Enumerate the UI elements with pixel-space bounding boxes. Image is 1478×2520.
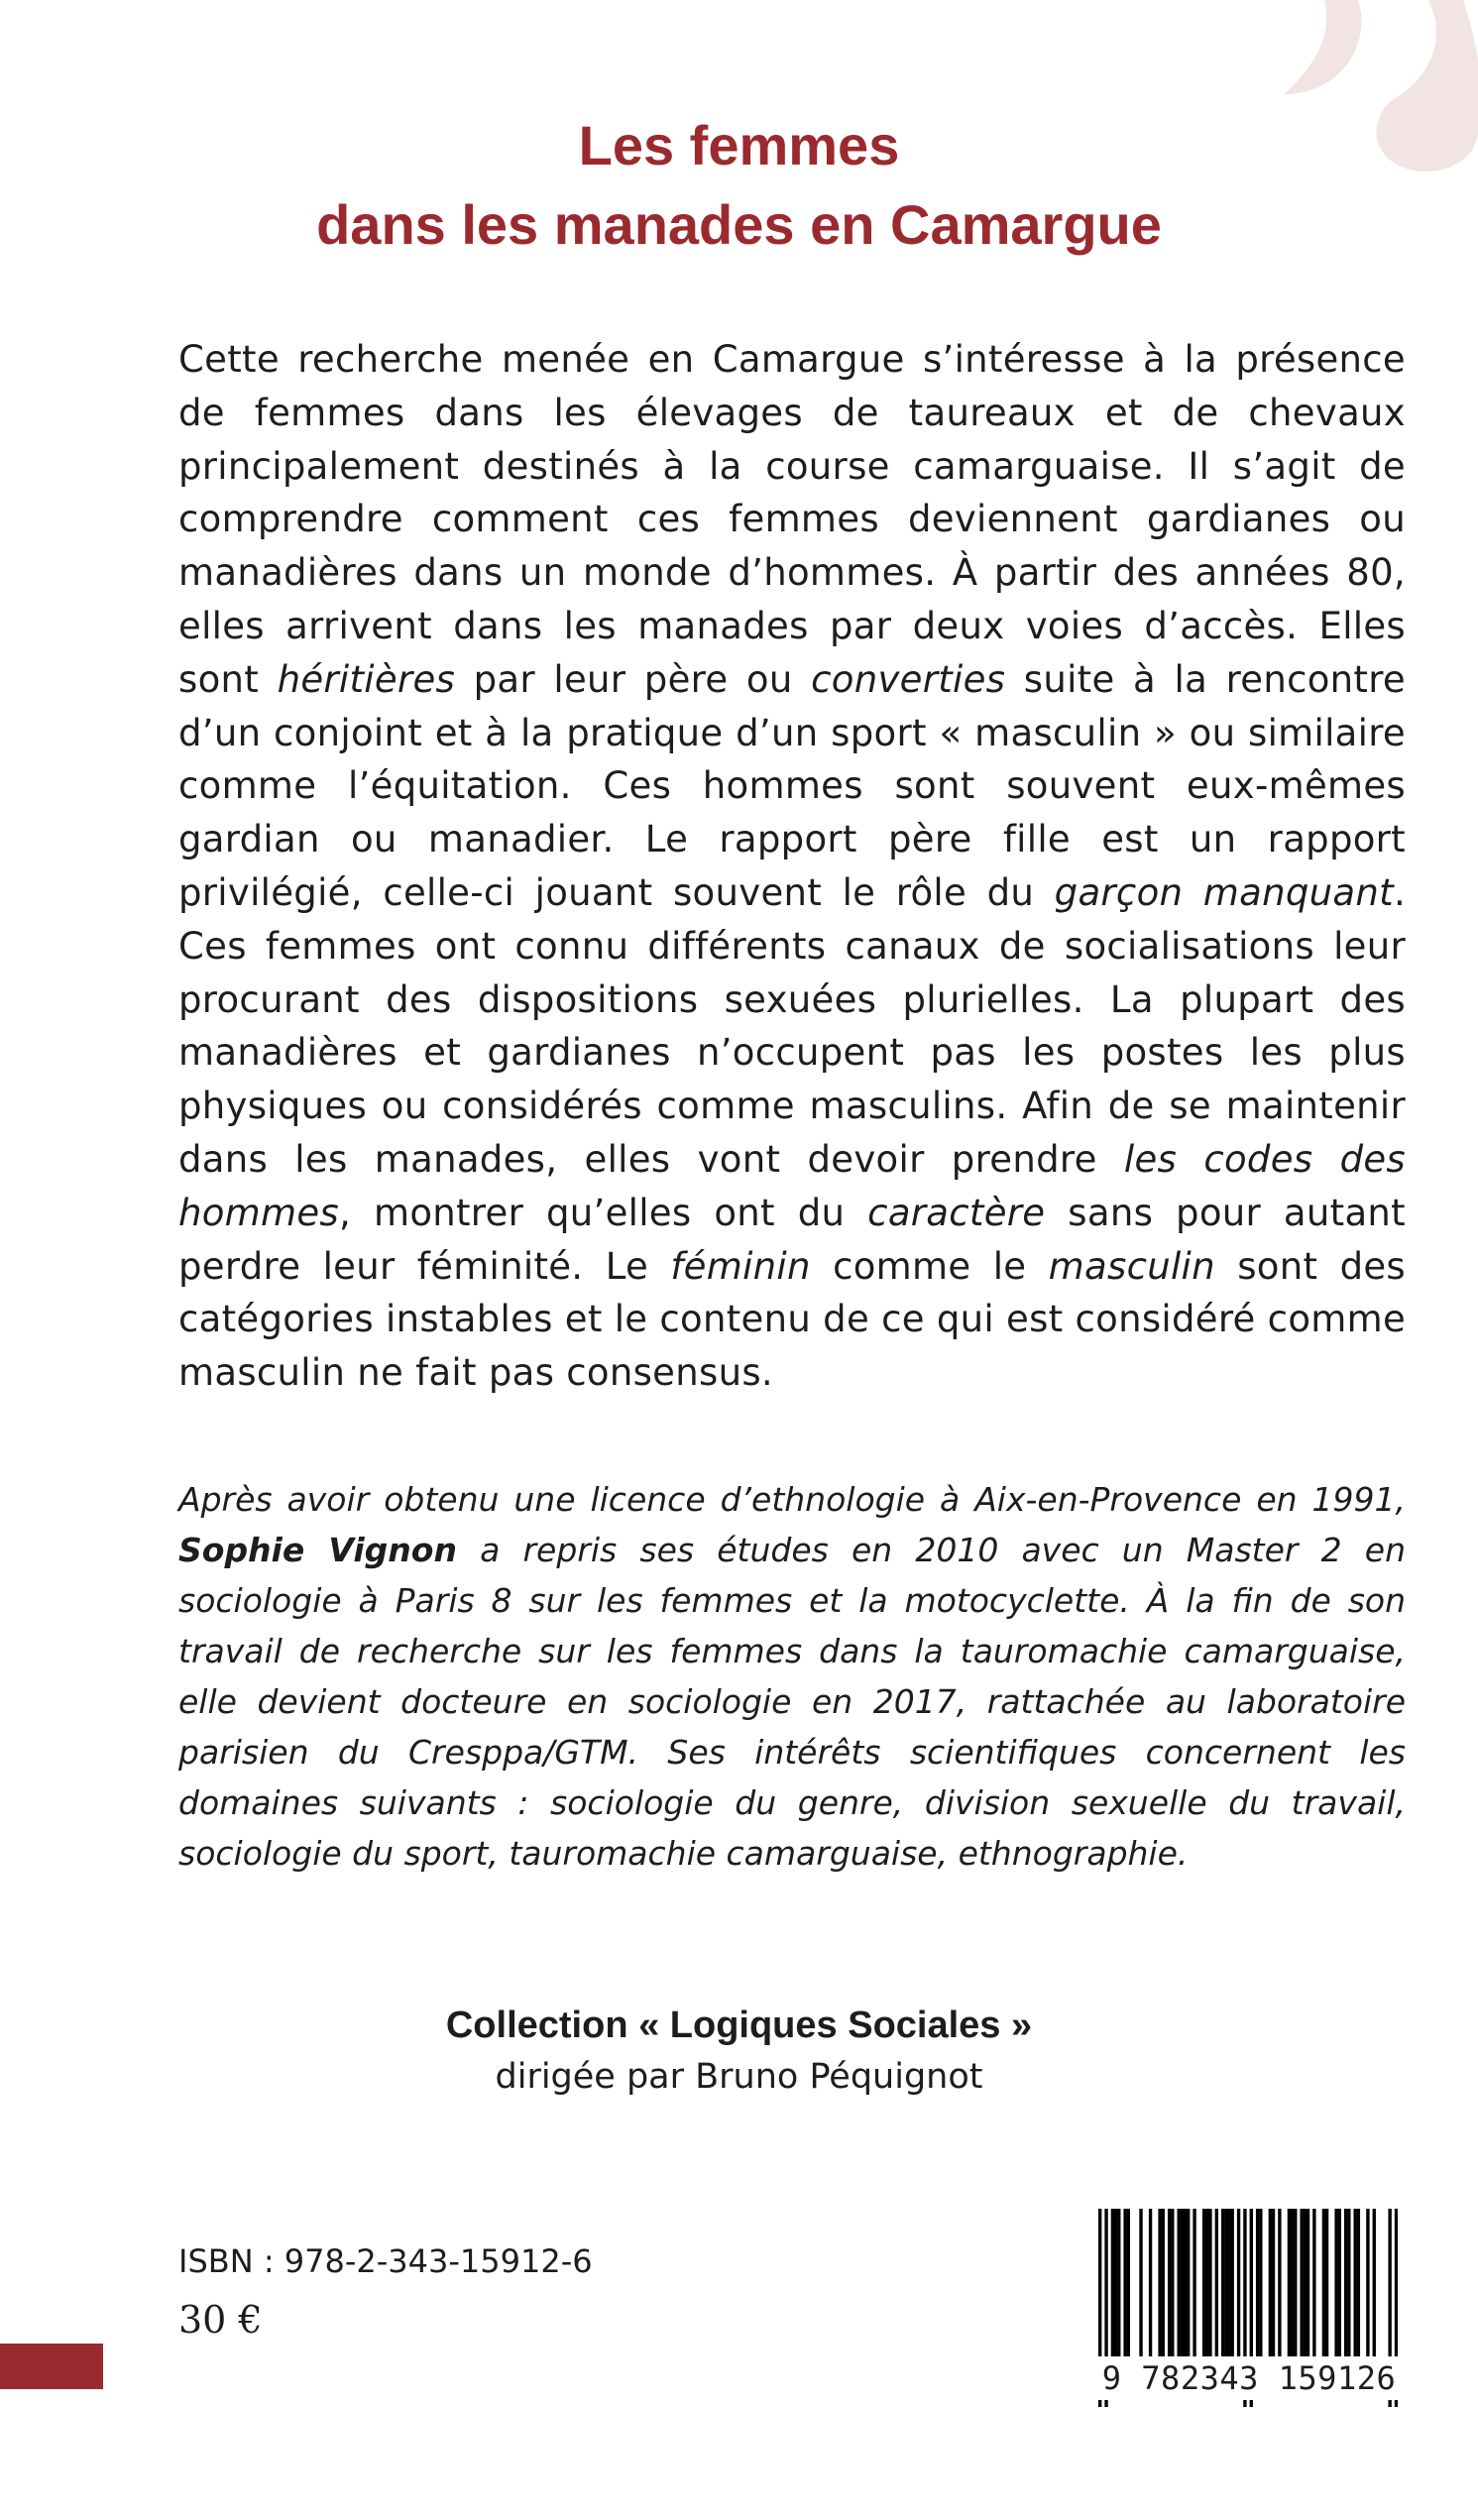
bio-text-after: a repris ses études en 2010 avec un Master 2 en sociologie à Paris 8 sur les femmes et la motocyclette. À la fin de son travail de recherche sur les femmes dans la tauromachie camarguaise, elle devient docteure en sociologie en 2017, rattachée au laboratoire parisien du Cresppa/GTM. Ses intérêts scientifiques concernent les domaines suivants : sociologie du genre, division sexuelle du travail, sociologie du sport, tauromachie camarguaise, ethnographie. (178, 1531, 1406, 1873)
barcode-bar (1347, 2209, 1350, 2365)
barcode-number: 9 782343 159126 (1080, 2356, 1418, 2400)
summary-paragraph (178, 333, 1406, 1400)
barcode-bar (1139, 2209, 1142, 2365)
barcode-bar (1334, 2209, 1337, 2365)
barcode-bar (1294, 2209, 1297, 2365)
barcode-bar (1272, 2209, 1275, 2365)
barcode-bar (1338, 2209, 1341, 2365)
book-title (0, 106, 1478, 265)
barcode-bar (1149, 2209, 1152, 2365)
summary-run: par leur père ou (455, 657, 812, 701)
barcode-bar (1291, 2209, 1294, 2365)
barcode-bar (1231, 2209, 1234, 2365)
barcode-bar (1227, 2209, 1230, 2365)
price: 30 € (178, 2298, 263, 2342)
summary-run: Cette recherche menée en Camargue s’intéresse à la présence de femmes dans les élevages de taureaux et de chevaux principalement destinés à la course camarguaise. Il s’agit de comprendre comment ces femmes deviennent gardianes ou manadières dans un monde d’hommes. À partir des années 80, elles arrivent dans les manades par deux voies d’accès. Elles sont (178, 338, 1406, 701)
barcode-bar (1322, 2209, 1325, 2365)
summary-emphasis: converties (811, 657, 1006, 701)
barcode-bar (1373, 2209, 1376, 2365)
summary-text (178, 333, 1406, 1400)
isbn: ISBN : 978-2-343-15912-6 (178, 2242, 593, 2280)
barcode-bar (1162, 2209, 1165, 2365)
barcode-bar (1177, 2209, 1180, 2365)
barcode-bar (1256, 2209, 1259, 2365)
barcode-bar (1114, 2209, 1117, 2365)
collection-name: Collection « Logiques Sociales » (445, 2005, 1033, 2046)
barcode-bar (1288, 2209, 1291, 2365)
summary-run: , montrer qu’elles ont du (339, 1191, 868, 1234)
barcode-bar (1259, 2209, 1262, 2365)
barcode-bar (1366, 2209, 1369, 2365)
barcode-bar (1344, 2209, 1347, 2365)
barcode-bar (1181, 2209, 1184, 2365)
barcode-bar (1224, 2209, 1227, 2365)
summary-emphasis: féminin (670, 1244, 811, 1288)
summary-run: suite à la rencontre d’un conjoint et à la pratique d’un sport « masculin » ou similaire comme l’équitation. Ces hommes sont souvent eux-mêmes gardian ou manadier. Le rapport père fille est un rapport privilégié, celle-ci jouant souvent le rôle du (178, 657, 1406, 914)
summary-emphasis: garçon manquant (1054, 870, 1394, 914)
collection-director: dirigée par Bruno Péquignot (495, 2057, 983, 2097)
barcode-bar (1307, 2209, 1309, 2365)
summary-run: comme le (810, 1244, 1049, 1288)
author-name: Sophie Vignon (178, 1531, 457, 1569)
barcode-bar (1127, 2209, 1130, 2365)
barcode-bar (1357, 2209, 1360, 2365)
barcode-bar (1237, 2209, 1240, 2365)
summary-run: . Ces femmes ont connu différents canaux de socialisations leur procurant des dispositions sexuées plurielles. La plupart des manadières et gardianes n’occupent pas les postes les plus physiques ou considérés comme masculins. Afin de se maintenir dans les manades, elles vont devoir prendre (178, 870, 1406, 1181)
collection-info (0, 2000, 1478, 2103)
barcode-bar (1300, 2209, 1303, 2365)
barcode-bar (1205, 2209, 1208, 2365)
barcode-bar (1187, 2209, 1190, 2365)
bio-text-before: Après avoir obtenu une licence d’ethnologie à Aix-en-Provence en 1991, (178, 1480, 1406, 1519)
barcode-bar (1353, 2209, 1356, 2365)
summary-run: sans pour autant perdre leur féminité. Le (178, 1191, 1406, 1288)
barcode-bar (1221, 2209, 1224, 2365)
barcode-bar (1117, 2209, 1120, 2365)
barcode-bar (1193, 2209, 1195, 2365)
barcode-bar (1269, 2209, 1272, 2365)
author-bio (178, 1474, 1406, 1879)
summary-emphasis: caractère (867, 1191, 1046, 1234)
barcode-bar (1208, 2209, 1211, 2365)
barcode-bar (1215, 2209, 1218, 2365)
barcode-bar (1278, 2209, 1281, 2365)
barcode-bar (1184, 2209, 1187, 2365)
title-line-1: Les femmes (578, 114, 900, 176)
summary-emphasis: masculin (1048, 1244, 1215, 1288)
barcode-bar (1304, 2209, 1307, 2365)
barcode-bar (1111, 2209, 1114, 2365)
summary-emphasis: les codes des hommes (178, 1137, 1406, 1234)
publisher-color-bar (0, 2344, 103, 2389)
title-line-2: dans les manades en Camargue (316, 193, 1162, 256)
barcode-bar (1171, 2209, 1174, 2365)
summary-run: sont des catégories instables et le contenu de ce qui est considéré comme masculin ne fait pas consensus. (178, 1244, 1407, 1395)
quote-mark-icon (1285, 0, 1362, 94)
barcode-bar (1123, 2209, 1126, 2365)
summary-emphasis: héritières (277, 657, 456, 701)
barcode-bar (1202, 2209, 1205, 2365)
barcode-bar (1312, 2209, 1315, 2365)
barcode-bar (1325, 2209, 1328, 2365)
barcode-bar (1158, 2209, 1161, 2365)
barcode-bar (1168, 2209, 1171, 2365)
